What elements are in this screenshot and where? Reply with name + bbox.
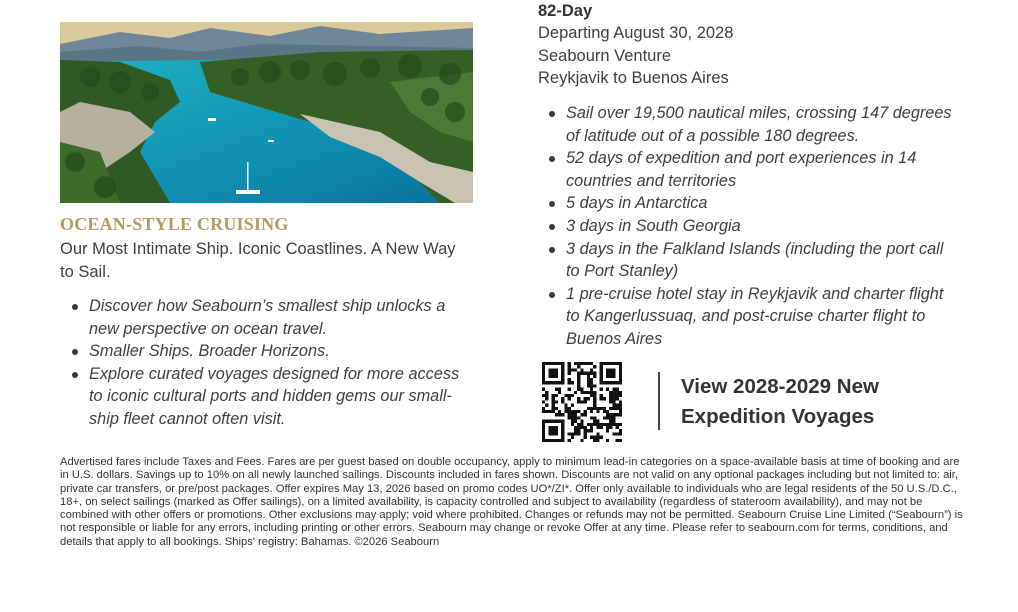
voyage-duration: 82-Day (538, 2, 593, 20)
divider (658, 372, 660, 430)
cove-photo (60, 22, 473, 203)
voyage-route: Reykjavik to Buenos Aires (538, 69, 729, 88)
list-item: Sail over 19,500 nautical miles, crossing 147 degrees of latitude out of a possible 180 degrees. (537, 102, 957, 147)
list-item: 1 pre-cruise hotel stay in Reykjavik and charter flight to Kangerlussuaq, and post-cruise charter flight to Buenos Aires (537, 283, 957, 351)
list-item: 3 days in the Falkland Islands (including the port call to Port Stanley) (537, 238, 957, 283)
section-subheading: Our Most Intimate Ship. Iconic Coastlines. A New Way to Sail. (60, 240, 456, 281)
list-item: 5 days in Antarctica (537, 192, 957, 215)
promo-bullet-list (60, 295, 470, 431)
voyage-info (538, 0, 733, 90)
qr-code-icon[interactable] (542, 362, 622, 442)
legal-disclaimer: Advertised fares include Taxes and Fees. Fares are per guest based on double occupancy, apply to minimum lead-in categories on a space-available basis at time of booking and are in U.S. dollars. Savings up to 10% on all newly launched sailings. Discounts included in fares shown. Discounts are not valid on any optional packages including but not limited to: air, private car transfers, or pre/post packages. Offer expires May 13, 2026 based on promo codes UO*/ZI*. Offer only available to individuals who are legal residents of the 50 U.S./D.C., 18+, on select sailings (marked as Offer sailings), on a limited availability, is capacity controlled and subject to availability (regardless of stateroom availability), and may not be combined with other offers or promotions. Other exclusions may apply; void where prohibited. Changes or refunds may not be permitted. Seabourn Cruise Line Limited (“Seabourn”) is not responsible or liable for any errors, including printing or other errors. Seabourn may change or revoke Offer at any time. Please refer to seabourn.com for terms, conditions, and details that apply to all bookings. Ships' registry: Bahamas. ©2026 Seabourn (60, 456, 963, 548)
voyage-departure: Departing August 30, 2028 (538, 24, 734, 43)
list-item: 3 days in South Georgia (537, 215, 957, 238)
voyage-bullet-list (537, 102, 957, 351)
voyage-ship: Seabourn Venture (538, 46, 672, 65)
view-voyages-link[interactable] (681, 372, 941, 432)
cta-line-1: View 2028-2029 New (681, 375, 879, 398)
list-item: Explore curated voyages designed for more access to iconic cultural ports and hidden gems our small-ship fleet cannot often visit. (60, 363, 470, 431)
list-item: Smaller Ships. Broader Horizons. (60, 340, 470, 363)
list-item: Discover how Seabourn’s smallest ship unlocks a new perspective on ocean travel. (60, 295, 470, 340)
list-item: 52 days of expedition and port experiences in 14 countries and territories (537, 147, 957, 192)
section-heading: OCEAN-STYLE CRUISING (60, 214, 289, 234)
cta-line-2: Expedition Voyages (681, 405, 875, 428)
